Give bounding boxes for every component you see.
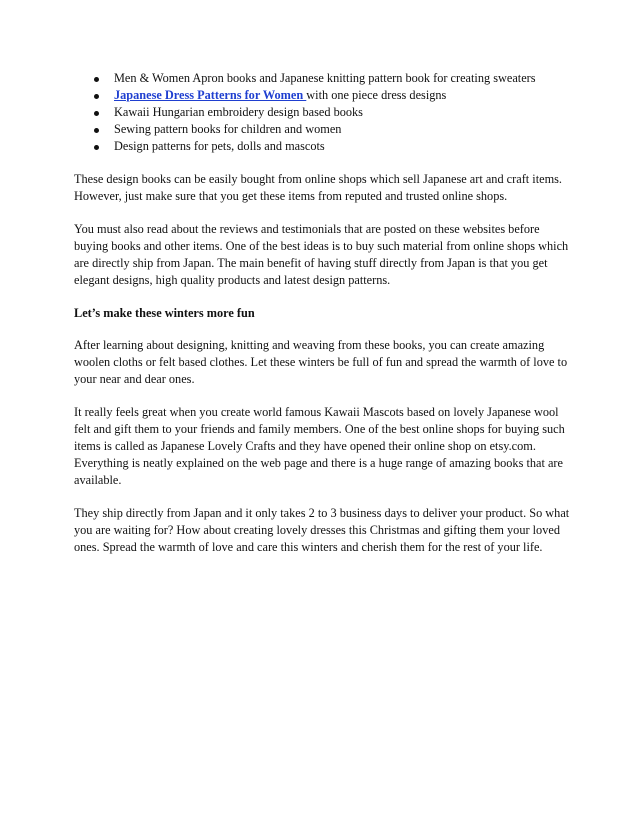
list-item bbox=[74, 70, 574, 87]
list-item-text: with one piece dress designs bbox=[306, 88, 447, 102]
list-item-text: Kawaii Hungarian embroidery design based books bbox=[114, 105, 363, 119]
list-item-text: Men & Women Apron books and Japanese knitting pattern book for creating sweaters bbox=[114, 71, 536, 85]
paragraph-buying-books: These design books can be easily bought from online shops which sell Japanese art and craft items. However, just make sure that you get these items from reputed and trusted online shops. bbox=[74, 172, 562, 203]
list-item bbox=[74, 138, 574, 155]
bullet-icon bbox=[94, 94, 99, 99]
list-item-text: Sewing pattern books for children and women bbox=[114, 122, 342, 136]
bullet-icon bbox=[94, 77, 99, 82]
list-item bbox=[74, 87, 574, 104]
list-item-text: Design patterns for pets, dolls and mascots bbox=[114, 139, 325, 153]
list-item bbox=[74, 121, 574, 138]
document-page bbox=[74, 70, 574, 572]
section-heading: Let’s make these winters more fun bbox=[74, 306, 255, 320]
dress-patterns-link[interactable]: Japanese Dress Patterns for Women bbox=[114, 88, 307, 102]
paragraph-shipping: They ship directly from Japan and it only takes 2 to 3 business days to deliver your product. So what you are waiting for? How about creating lovely dresses this Christmas and gifting them your loved ones. Spread the warmth of love and care this winters and cherish them for the rest of your life. bbox=[74, 506, 570, 554]
list-item bbox=[74, 104, 574, 121]
bullet-icon bbox=[94, 128, 99, 133]
paragraph-kawaii-mascots: It really feels great when you create world famous Kawaii Mascots based on lovely Japanese wool felt and gift them to your friends and family members. One of the best online shops for buying such items is called as Japanese Lovely Crafts and they have opened their online shop on etsy.com. Everything is neatly explained on the web page and there is a huge range of amazing books that are available. bbox=[74, 405, 565, 487]
paragraph-reviews: You must also read about the reviews and testimonials that are posted on these websites before buying books and other items. One of the best ideas is to buy such material from online shops which are directly ship from Japan. The main benefit of having stuff directly from Japan is that you get elegant designs, high quality products and latest design patterns. bbox=[74, 222, 569, 287]
bullet-icon bbox=[94, 145, 99, 150]
pattern-book-list bbox=[74, 70, 574, 155]
paragraph-woolen-cloths: After learning about designing, knitting and weaving from these books, you can create amazing woolen cloths or felt based clothes. Let these winters be full of fun and spread the warmth of love to your near and dear ones. bbox=[74, 338, 568, 386]
bullet-icon bbox=[94, 111, 99, 116]
